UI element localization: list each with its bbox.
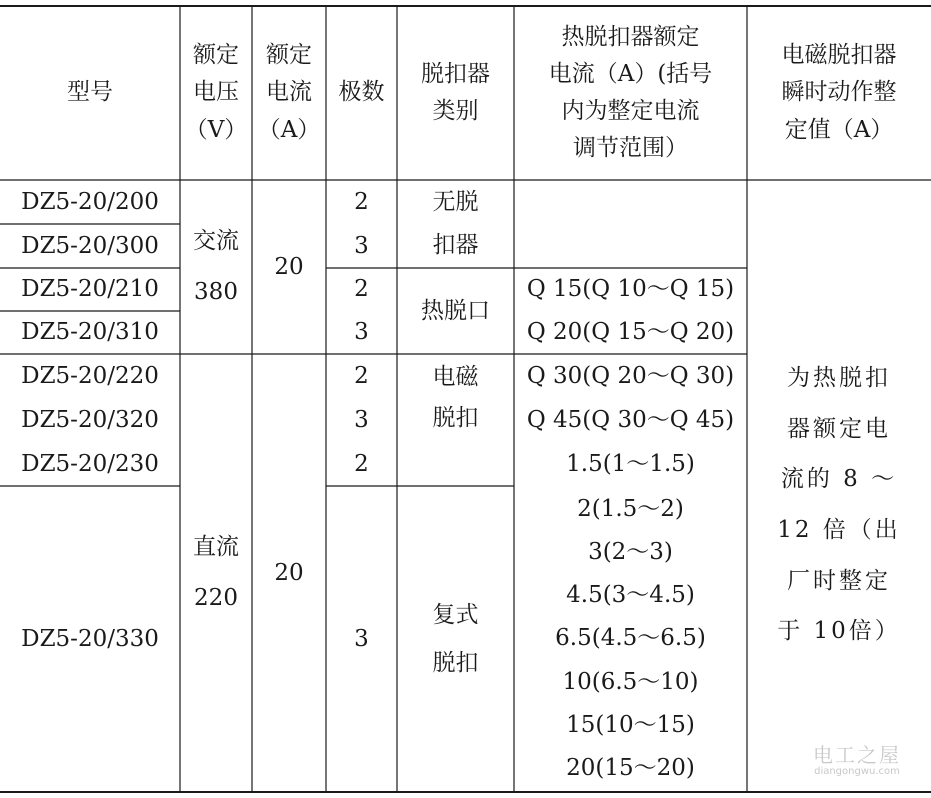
thermal-rating-value: 10(6.5～10) [562,668,699,695]
model-cell [0,486,180,792]
poles-value: 2 [354,362,369,389]
header-model-label: 型号 [67,79,113,106]
trip-type-thermal [397,268,514,354]
magnetic-note-line-2: 器额定电 [787,415,891,442]
poles-cell [326,398,397,442]
thermal-rating-value: 3(2～3) [588,538,673,565]
voltage-dc-type: 直流 [193,534,239,561]
header-magnetic-line-2: 瞬时动作整 [781,79,897,106]
model-cell [0,442,180,486]
thermal-rating-cell [514,398,747,442]
poles-value: 3 [354,232,369,259]
header-poles-label: 极数 [338,79,385,106]
header-current [252,6,326,180]
header-model [0,6,180,180]
poles-cell [326,224,397,268]
watermark-logo [789,738,925,784]
model-text: DZ5-20/200 [21,188,159,215]
trip-type-none-line-1: 无脱 [432,189,479,216]
trip-type-none [397,180,514,268]
thermal-rating-value: 20(15～20) [566,755,695,782]
watermark-site: 电工之屋 [813,743,901,767]
voltage-ac-type: 交流 [193,228,239,255]
magnetic-setting-note [747,180,931,792]
poles-cell [326,486,397,792]
magnetic-note-line-3: 流的 8 ～ [780,466,898,493]
model-text: DZ5-20/220 [21,362,159,389]
poles-cell [326,180,397,224]
current-dc-value: 20 [274,559,304,586]
thermal-rating-value: 6.5(4.5～6.5) [555,625,706,652]
header-voltage [180,6,252,180]
poles-cell [326,311,397,354]
current-ac-cell [252,180,326,354]
model-cell [0,398,180,442]
model-text: DZ5-20/310 [21,319,159,346]
current-ac-value: 20 [274,253,304,280]
thermal-rating-cell [514,311,747,354]
thermal-rating-value: Q 20(Q 15～Q 20) [526,319,735,346]
model-text: DZ5-20/330 [21,625,159,652]
poles-cell [326,442,397,486]
header-magnetic-line-1: 电磁脱扣器 [781,42,897,69]
watermark-domain: diangongwu.com [814,766,900,777]
voltage-dc-cell [180,354,252,792]
model-cell [0,311,180,354]
magnetic-note-line-6: 于 10倍） [777,618,901,645]
magnetic-note-line-4: 12 倍（出 [777,517,901,543]
thermal-rating-list [514,486,747,792]
header-trip-type [397,6,514,180]
header-magnetic-line-3: 定值（A） [784,116,894,143]
trip-type-magnetic-line-2: 脱扣 [432,405,479,431]
trip-type-compound-line-2: 脱扣 [432,650,479,676]
poles-value: 2 [354,450,369,477]
thermal-rating-cell [514,268,747,311]
model-cell [0,224,180,268]
header-current-line-2: 电流 [266,79,312,106]
header-voltage-line-1: 额定 [193,42,239,69]
magnetic-note-line-1: 为热脱扣 [787,365,891,392]
voltage-ac-value: 380 [194,279,238,305]
poles-value: 3 [354,406,369,433]
thermal-rating-value: Q 15(Q 10～Q 15) [526,276,735,303]
model-cell [0,180,180,224]
trip-type-magnetic-line-1: 电磁 [432,363,479,390]
model-text: DZ5-20/210 [21,276,159,303]
thermal-rating-value: Q 45(Q 30～Q 45) [526,406,735,433]
thermal-rating-cell [514,442,747,486]
poles-value: 3 [354,319,369,346]
header-thermal-line-1: 热脱扣器额定 [561,23,700,50]
poles-value: 2 [354,276,369,303]
magnetic-note-line-5: 厂时整定 [787,567,891,594]
poles-value: 2 [354,188,369,215]
trip-type-compound [397,486,514,792]
thermal-rating-value: 1.5(1～1.5) [566,450,695,477]
header-thermal-line-2: 电流（A）(括号 [548,60,713,87]
trip-type-thermal-label: 热脱口 [421,297,490,324]
model-text: DZ5-20/320 [21,406,159,433]
model-cell [0,354,180,398]
header-trip-type-line-1: 脱扣器 [421,60,490,87]
header-thermal-line-4: 调节范围） [573,135,688,162]
header-trip-type-line-2: 类别 [432,98,479,124]
header-poles [326,6,397,180]
poles-cell [326,268,397,311]
model-text: DZ5-20/230 [21,450,159,477]
thermal-rating-value: 4.5(3～4.5) [566,582,695,609]
model-text: DZ5-20/300 [21,232,159,259]
header-thermal-line-3: 内为整定电流 [561,98,700,124]
trip-type-none-line-2: 扣器 [432,232,479,258]
header-thermal-rating [514,6,747,180]
model-cell [0,268,180,311]
header-current-line-1: 额定 [266,42,312,69]
voltage-ac-cell [180,180,252,354]
trip-type-magnetic [397,354,514,442]
poles-cell [326,354,397,398]
poles-value: 3 [354,625,369,652]
thermal-rating-value: 2(1.5～2) [577,495,684,522]
header-voltage-line-2: 电压 [193,79,239,106]
header-current-line-3: （A） [257,116,321,143]
trip-type-compound-line-1: 复式 [432,601,479,628]
voltage-dc-value: 220 [194,585,238,611]
thermal-rating-value: 15(10～15) [566,711,695,738]
header-magnetic-setting [747,6,931,180]
header-voltage-line-3: （V） [184,116,248,143]
thermal-rating-cell [514,354,747,398]
thermal-rating-value: Q 30(Q 20～Q 30) [526,362,735,389]
current-dc-cell [252,354,326,792]
